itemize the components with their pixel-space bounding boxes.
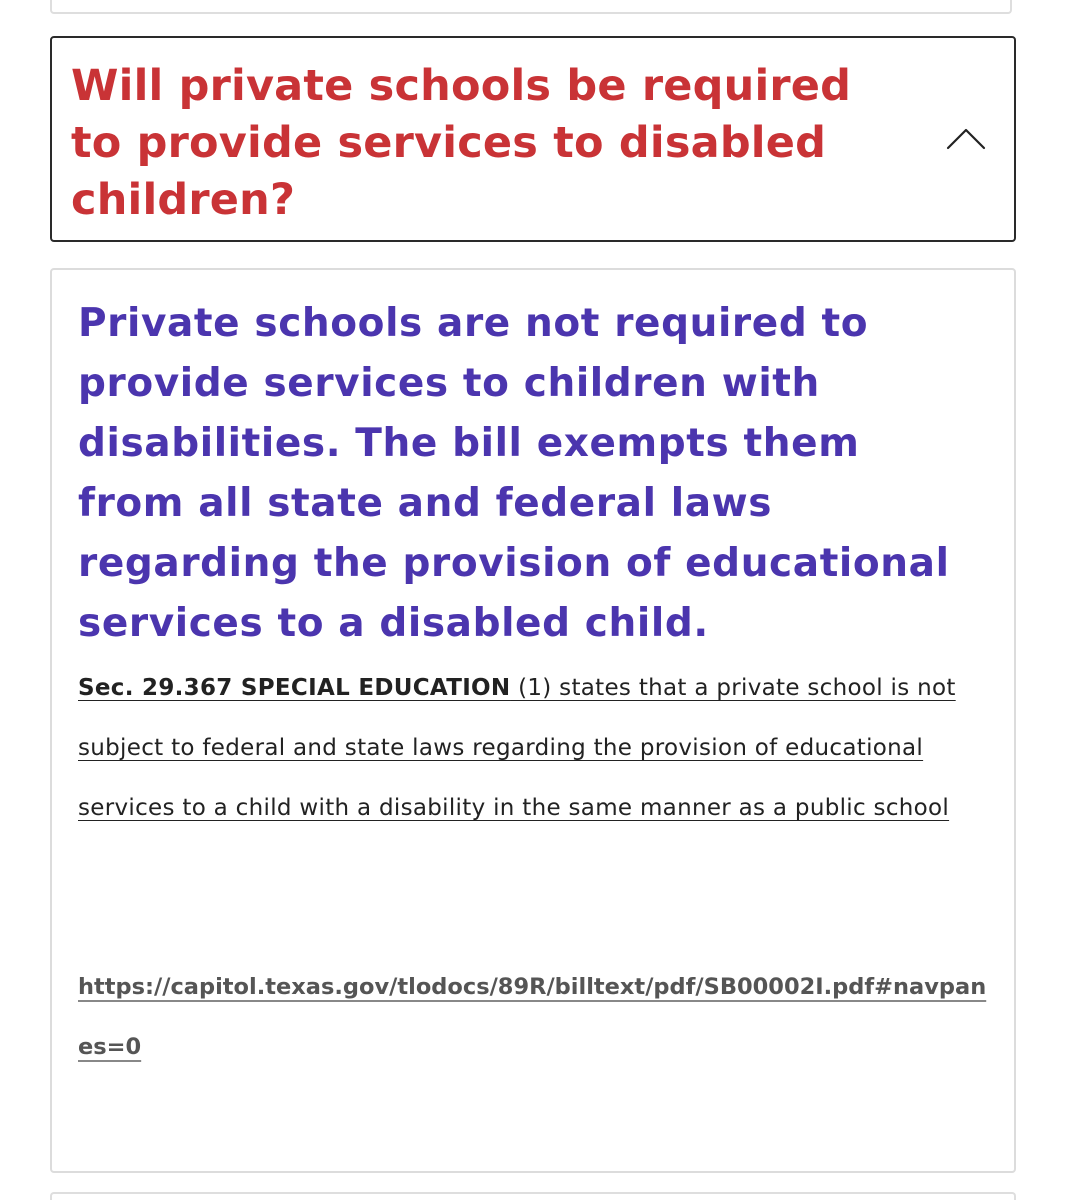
next-faq-card[interactable] — [50, 1192, 1016, 1200]
faq-question-toggle[interactable] — [50, 36, 1016, 242]
answer-summary: Private schools are not required to provide services to children with disabilities. The bill exempts them from all state and federal laws regarding the provision of educational services to a disabled child. — [78, 301, 950, 646]
bill-citation[interactable] — [78, 658, 978, 838]
previous-faq-card[interactable] — [50, 0, 1012, 14]
citation-section: Sec. 29.367 SPECIAL EDUCATION — [78, 675, 511, 701]
source-link[interactable]: https://capitol.texas.gov/tlodocs/89R/billtext/pdf/SB00002I.pdf#navpanes=0 — [78, 974, 987, 1060]
faq-answer-panel — [50, 268, 1016, 1173]
faq-question: Will private schools be required to provide services to disabled children? — [71, 61, 852, 225]
citation-text: (1) states that a private school is not subject to federal and state laws regarding the provision of educational services to a child with a disability in the same manner as a public school — [78, 675, 956, 821]
chevron-up-icon[interactable] — [946, 124, 986, 152]
